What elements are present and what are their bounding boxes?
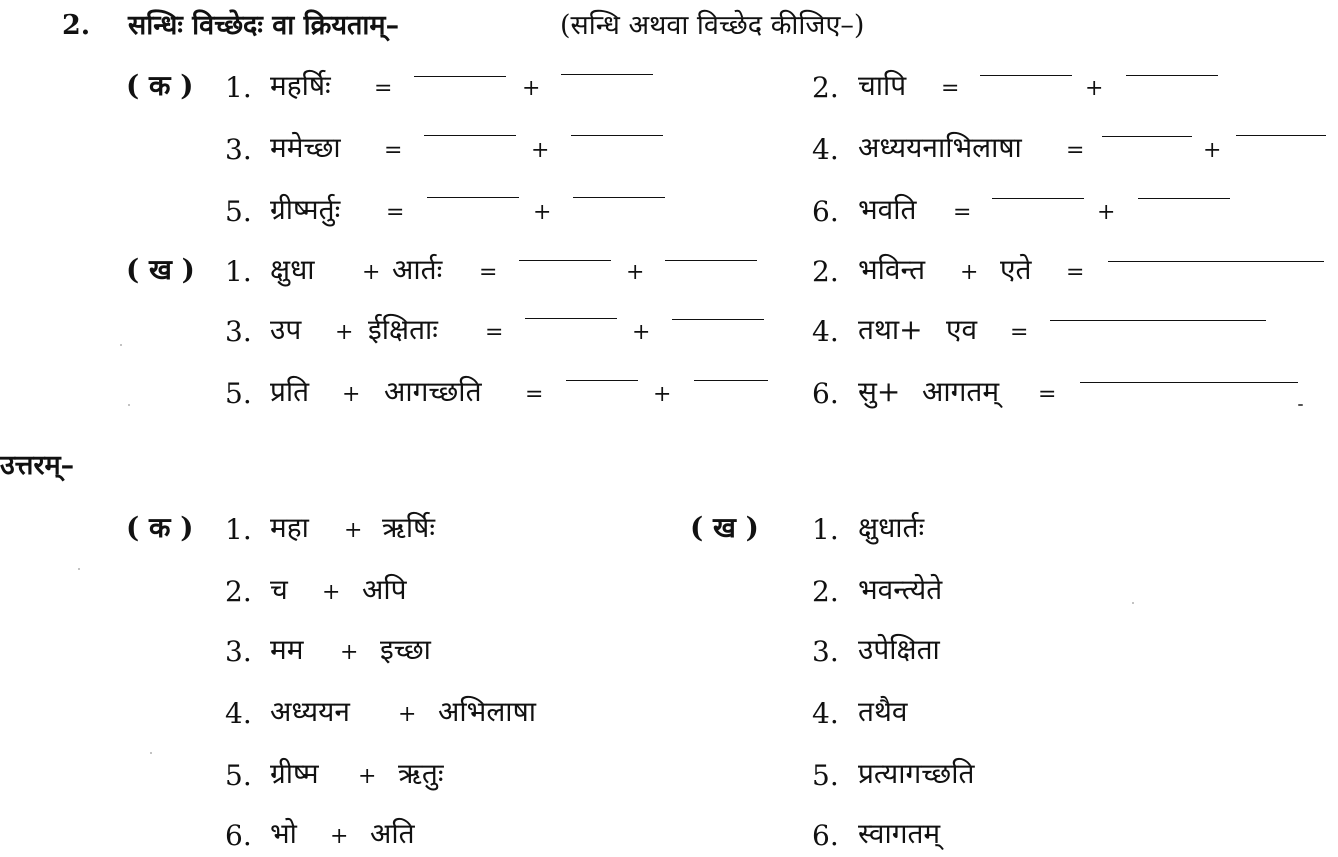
answer-blank — [571, 135, 663, 136]
left-word: भविन्त — [858, 253, 926, 286]
equals-sign: = — [1066, 138, 1085, 163]
answer-text: तथैव — [858, 695, 908, 728]
answer-heading: उत्तरम्– — [0, 450, 75, 481]
answer-blank — [573, 197, 665, 198]
item-number: 6. — [812, 819, 839, 852]
answer-left: ग्रीष्म — [270, 757, 319, 790]
left-word: तथा+ — [858, 313, 923, 346]
equals-sign: = — [386, 200, 405, 225]
left-word: उप — [270, 313, 302, 346]
sandhi-word: ग्रीष्मर्तुः — [270, 193, 341, 226]
item-number: 1. — [812, 513, 839, 546]
sandhi-word: भवति — [858, 193, 917, 226]
answer-blank — [980, 75, 1072, 76]
answer-right: इच्छा — [380, 633, 431, 666]
left-word: प्रति — [270, 375, 310, 408]
answer-blank — [694, 380, 768, 381]
item-number: 5. — [225, 377, 252, 410]
item-number: 3. — [812, 635, 839, 668]
question-hint: (सन्धि अथवा विच्छेद कीजिए–) — [560, 10, 865, 41]
item-number: 4. — [812, 697, 839, 730]
plus-sign: + — [1085, 76, 1104, 101]
scan-speck — [150, 752, 152, 754]
equals-sign: = — [485, 320, 504, 345]
left-word: क्षुधा — [270, 253, 315, 286]
item-number: 5. — [225, 759, 252, 792]
item-number: 2. — [812, 575, 839, 608]
item-number: 1. — [225, 255, 252, 288]
answer-right: अभिलाषा — [438, 695, 537, 728]
plus-sign: + — [1203, 138, 1222, 163]
scan-mark — [1298, 404, 1303, 406]
section-b-label: ( ख ) — [126, 253, 195, 286]
left-word: सु+ — [858, 375, 901, 408]
sandhi-word: अध्ययनाभिलाषा — [858, 131, 1022, 164]
equals-sign: = — [1066, 260, 1085, 285]
answer-text: प्रत्यागच्छति — [858, 757, 975, 790]
plus-sign: + — [344, 518, 363, 543]
right-word: आगतम् — [922, 375, 1000, 408]
item-number: 5. — [225, 195, 252, 228]
answer-blank — [1050, 320, 1266, 321]
answer-blank — [1138, 198, 1230, 199]
plus-sign: + — [358, 764, 377, 789]
item-number: 2. — [812, 71, 839, 104]
answer-left: भो — [270, 817, 297, 850]
plus-sign: + — [653, 382, 672, 407]
answer-blank — [665, 260, 757, 261]
item-number: 6. — [225, 819, 252, 852]
section-a-label: ( क ) — [126, 69, 194, 102]
item-number: 5. — [812, 759, 839, 792]
right-word: ईक्षिताः — [368, 313, 438, 346]
answer-blank — [561, 74, 653, 75]
plus-sign: + — [531, 138, 550, 163]
answer-left: अध्ययन — [270, 695, 350, 728]
right-word: एव — [946, 313, 978, 346]
equals-sign: = — [479, 260, 498, 285]
equals-sign: = — [1010, 320, 1029, 345]
equals-sign: = — [953, 200, 972, 225]
item-number: 4. — [812, 315, 839, 348]
equals-sign: = — [525, 382, 544, 407]
equals-sign: = — [384, 138, 403, 163]
plus-sign: + — [533, 200, 552, 225]
scan-speck — [1132, 602, 1134, 604]
answer-blank — [1236, 135, 1326, 136]
item-number: 3. — [225, 133, 252, 166]
answer-blank — [1080, 382, 1298, 383]
answer-right: अपि — [362, 573, 407, 606]
question-title: सन्धिः विच्छेदः वा क्रियताम्– — [128, 10, 400, 41]
answer-blank — [566, 380, 638, 381]
answer-right: ऋतुः — [398, 757, 444, 790]
scan-speck — [78, 568, 80, 570]
answer-blank — [525, 318, 617, 319]
item-number: 1. — [225, 513, 252, 546]
plus-sign: + — [330, 824, 349, 849]
plus-sign: + — [335, 320, 354, 345]
item-number: 3. — [225, 315, 252, 348]
answer-blank — [427, 197, 519, 198]
answer-right: ऋर्षिः — [382, 511, 435, 544]
equals-sign: = — [1038, 382, 1057, 407]
equals-sign: = — [941, 76, 960, 101]
item-number: 1. — [225, 71, 252, 104]
scan-speck — [120, 344, 122, 346]
answer-left: मम — [270, 633, 304, 666]
answer-text: क्षुधार्तः — [858, 511, 925, 544]
plus-sign: + — [1097, 200, 1116, 225]
answer-blank — [424, 135, 516, 136]
answer-text: स्वागतम् — [858, 817, 941, 850]
plus-sign: + — [960, 260, 979, 285]
plus-sign: + — [522, 76, 541, 101]
plus-sign: + — [398, 702, 417, 727]
item-number: 6. — [812, 377, 839, 410]
answer-blank — [519, 260, 611, 261]
answer-left: च — [270, 573, 288, 606]
plus-sign: + — [340, 640, 359, 665]
scan-speck — [128, 404, 130, 406]
answer-text: भवन्त्येते — [858, 573, 943, 606]
answer-text: उपेक्षिता — [858, 633, 940, 666]
item-number: 4. — [225, 697, 252, 730]
sandhi-word: चापि — [858, 69, 907, 102]
answer-blank — [992, 198, 1084, 199]
answer-right: अति — [370, 817, 415, 850]
plus-sign: + — [632, 320, 651, 345]
answer-blank — [414, 76, 506, 77]
plus-sign: + — [626, 260, 645, 285]
item-number: 4. — [812, 133, 839, 166]
answer-blank — [1126, 75, 1218, 76]
item-number: 2. — [225, 575, 252, 608]
item-number: 2. — [812, 255, 839, 288]
answer-blank — [1102, 136, 1192, 137]
answer-blank — [1108, 261, 1324, 262]
right-word: आगच्छति — [384, 375, 482, 408]
answer-section-a-label: ( क ) — [126, 511, 194, 544]
plus-sign: + — [342, 382, 361, 407]
right-word: आर्तः — [392, 253, 443, 286]
sandhi-word: महर्षिः — [270, 69, 331, 102]
answer-left: महा — [270, 511, 309, 544]
item-number: 6. — [812, 195, 839, 228]
sandhi-word: ममेच्छा — [270, 131, 341, 164]
plus-sign: + — [322, 580, 341, 605]
equals-sign: = — [374, 76, 393, 101]
answer-section-b-label: ( ख ) — [690, 511, 759, 544]
item-number: 3. — [225, 635, 252, 668]
question-number: 2. — [62, 10, 91, 41]
right-word: एते — [1000, 253, 1032, 286]
plus-sign: + — [362, 260, 381, 285]
answer-blank — [672, 319, 764, 320]
